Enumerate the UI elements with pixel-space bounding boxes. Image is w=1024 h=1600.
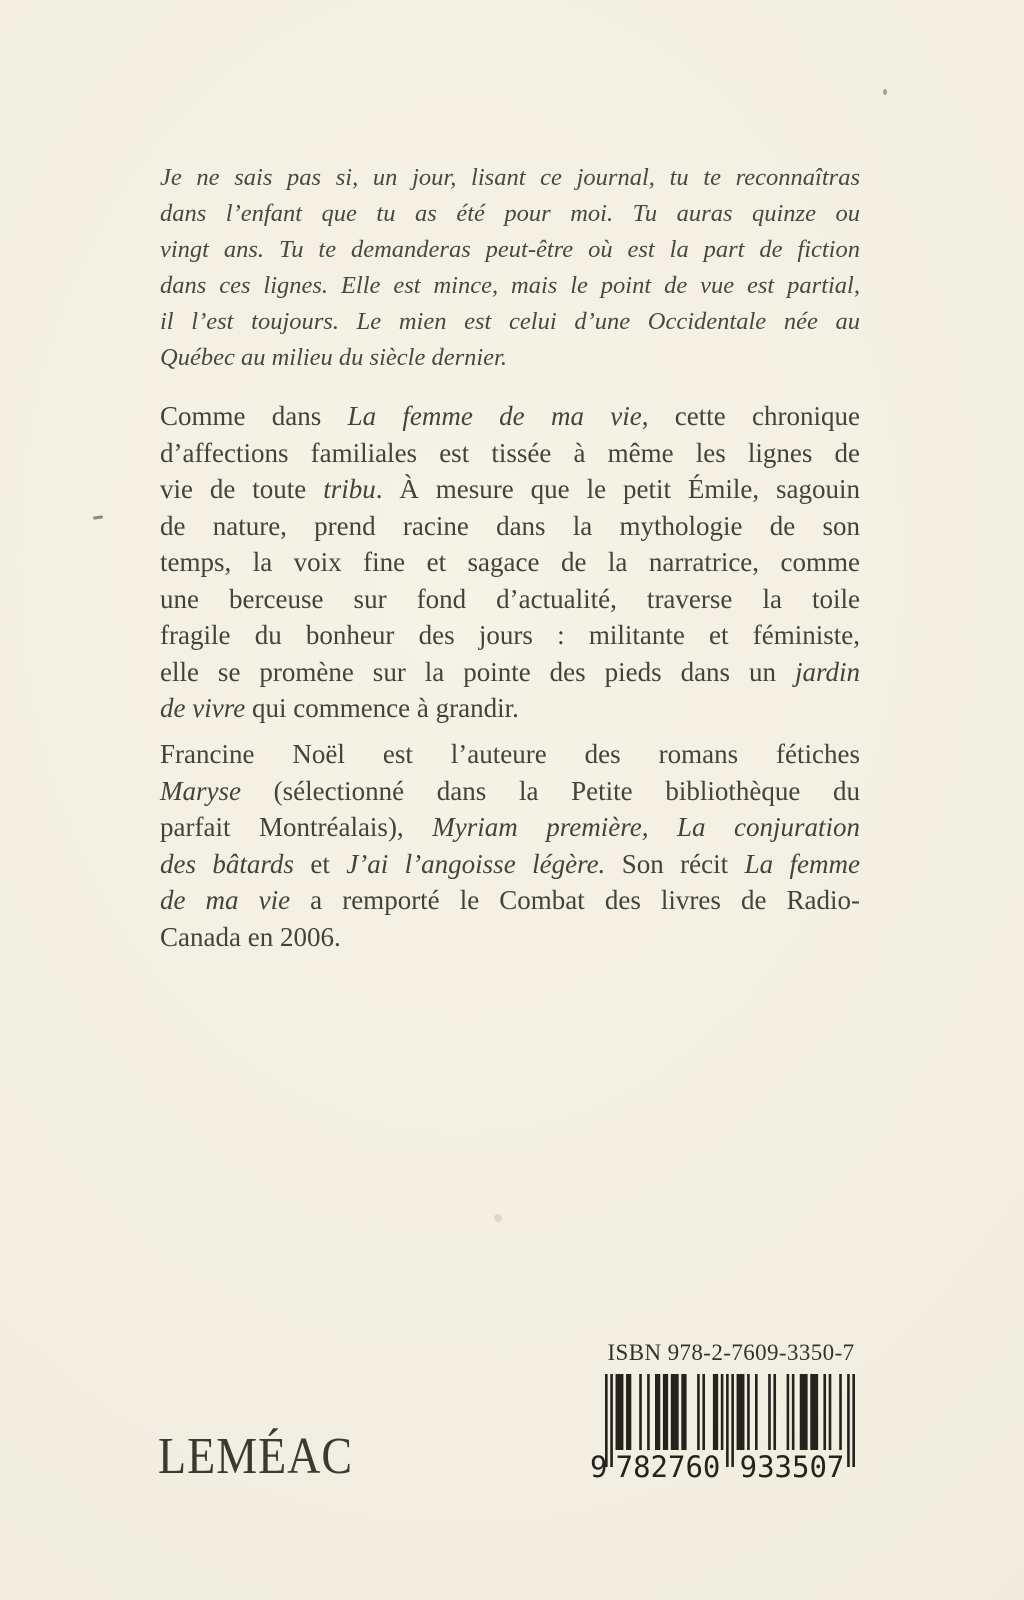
barcode-bar xyxy=(713,1374,718,1450)
barcode-bar xyxy=(737,1374,745,1450)
barcode-bar xyxy=(847,1374,850,1467)
paragraph-line: Comme dans La femme de ma vie, cette chronique xyxy=(160,401,860,431)
print-speck xyxy=(883,89,887,95)
paragraph-line: Canada en 2006. xyxy=(160,921,341,952)
barcode-bar xyxy=(671,1374,679,1450)
paragraph-line: parfait Montréalais), Myriam première, La conjuration xyxy=(160,812,861,842)
paragraph-line: dans l’enfant que tu as été pour moi. Tu auras quinze ou xyxy=(160,200,860,227)
paragraph-line: Québec au milieu du siècle dernier. xyxy=(160,344,507,371)
paragraph-line: elle se promène sur la pointe des pieds dans un jardin xyxy=(160,656,860,687)
quote-paragraph xyxy=(160,160,860,376)
barcode-bar xyxy=(792,1374,795,1450)
barcode-bar xyxy=(663,1374,668,1450)
barcode-bar xyxy=(787,1374,790,1450)
paragraph-line: des bâtards et J’ai l’angoisse légère. Son récit La femme xyxy=(160,848,860,879)
paragraph-line: dans ces lignes. Elle est mince, mais le point de vue est partial, xyxy=(160,272,860,299)
barcode-bar xyxy=(726,1374,729,1467)
ean13-barcode xyxy=(580,1374,858,1481)
barcode-bar xyxy=(839,1374,842,1450)
barcode-bar xyxy=(655,1374,660,1450)
barcode-bar xyxy=(721,1374,724,1450)
paragraph-line: vie de toute tribu. À mesure que le petit Émile, sagouin xyxy=(160,474,860,504)
barcode-bar xyxy=(610,1374,613,1467)
paragraph-line: Maryse (sélectionné dans la Petite bibliothèque du xyxy=(160,775,860,806)
barcode-bar xyxy=(747,1374,750,1450)
print-speck xyxy=(93,515,103,519)
barcode-digits-left-group: 782760 xyxy=(615,1450,721,1481)
paragraph-line: de nature, prend racine dans la mythologie de son xyxy=(160,510,860,541)
barcode-bar xyxy=(616,1374,624,1450)
barcode-bar xyxy=(626,1374,631,1450)
barcode-bar xyxy=(810,1374,818,1450)
paragraph-line: de ma vie a remporté le Combat des livres de Radio- xyxy=(160,885,860,915)
barcode-bar xyxy=(639,1374,642,1450)
isbn-label: ISBN 978-2-7609-3350-7 xyxy=(607,1340,855,1365)
barcode-bar xyxy=(681,1374,686,1450)
paragraph-line: une berceuse sur fond d’actualité, traverse la toile xyxy=(160,583,860,614)
barcode-bar xyxy=(829,1374,832,1450)
paragraph-line: temps, la voix fine et sagace de la narratrice, comme xyxy=(160,547,860,577)
paragraph-line: vingt ans. Tu te demanderas peut-être où est la part de fiction xyxy=(160,236,860,263)
barcode-bar xyxy=(697,1374,700,1450)
barcode-bar xyxy=(647,1374,650,1450)
barcode-bar xyxy=(773,1374,776,1450)
barcode-bar xyxy=(823,1374,826,1450)
barcode-bar xyxy=(852,1374,855,1467)
barcode-bar xyxy=(731,1374,734,1467)
author-bio-paragraph xyxy=(160,736,860,955)
barcode-digits-right-group: 933507 xyxy=(739,1450,845,1481)
barcode-bar xyxy=(702,1374,705,1450)
paragraph-line: d’affections familiales est tissée à même les lignes de xyxy=(160,437,860,468)
barcode-bar xyxy=(768,1374,771,1450)
paragraph-line: Francine Noël est l’auteure des romans fétiches xyxy=(160,739,860,769)
paragraph-line: il l’est toujours. Le mien est celui d’une Occidentale née au xyxy=(160,308,860,335)
barcode-bar xyxy=(800,1374,808,1450)
barcode-bar xyxy=(755,1374,758,1450)
barcode-digit-leading: 9 xyxy=(590,1450,608,1481)
paragraph-line: Je ne sais pas si, un jour, lisant ce journal, tu te reconnaîtras xyxy=(160,164,860,191)
print-speck xyxy=(494,1214,502,1222)
publisher-logo: LEMÉAC xyxy=(158,1426,354,1484)
paragraph-line: fragile du bonheur des jours : militante et féministe, xyxy=(160,620,860,650)
paragraph-line: de vivre qui commence à grandir. xyxy=(160,693,519,723)
synopsis-paragraph xyxy=(160,398,860,727)
